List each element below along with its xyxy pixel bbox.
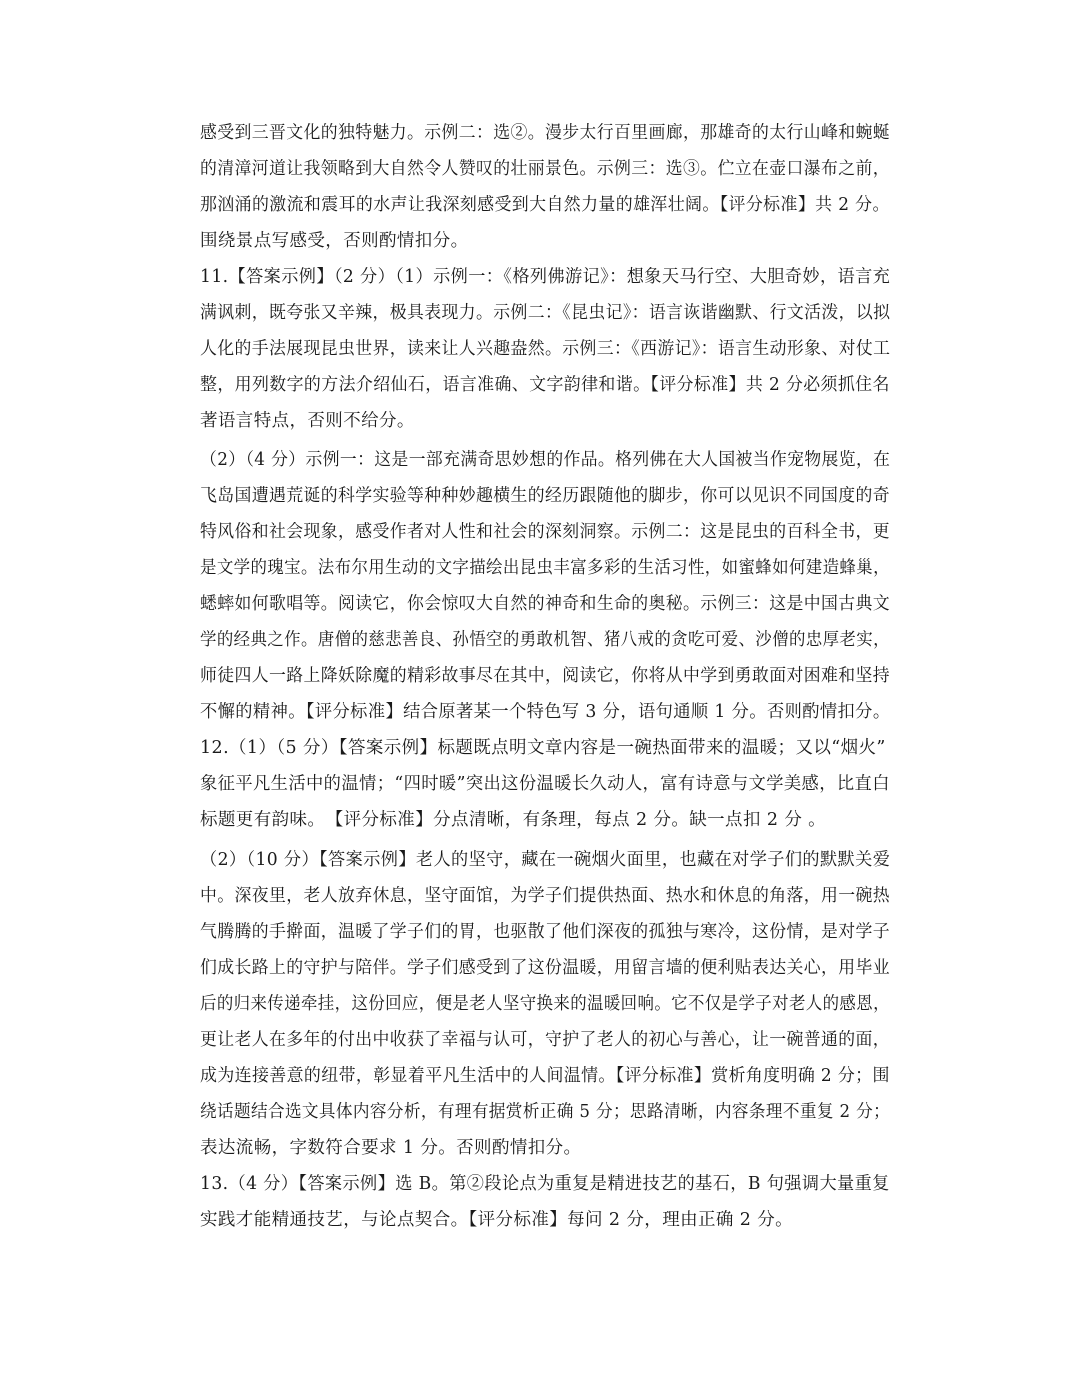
- text-line: 后的归来传递牵挂，这份回应，便是老人坚守换来的温暖回响。它不仅是学子对老人的感恩，: [200, 994, 890, 1014]
- text-line: 中。深夜里，老人放弃休息，坚守面馆，为学子们提供热面、热水和休息的角落，用一碗热: [200, 886, 890, 906]
- text-line: 满讽刺，既夸张又辛辣，极具表现力。示例二：《昆虫记》：语言诙谐幽默、行文活泼，以拟: [200, 303, 891, 323]
- text-line: 那汹涌的激流和震耳的水声让我深刻感受到大自然力量的雄浑壮阔。【评分标准】共 2 分。: [200, 195, 890, 215]
- text-line: 学的经典之作。唐僧的慈悲善良、孙悟空的勇敢机智、猪八戒的贪吃可爱、沙僧的忠厚老实，: [200, 630, 890, 650]
- text-line: 表达流畅，字数符合要求 1 分。否则酌情扣分。: [200, 1138, 582, 1158]
- text-line: 成为连接善意的纽带，彰显着平凡生活中的人间温情。【评分标准】赏析角度明确 2 分；围: [200, 1066, 890, 1086]
- text-line: 著语言特点，否则不给分。: [200, 411, 415, 431]
- text-line: （2）（10 分）【答案示例】老人的坚守，藏在一碗烟火面里，也藏在对学子们的默默关爱: [200, 850, 891, 870]
- text-line: 整，用列数字的方法介绍仙石，语言准确、文字韵律和谐。【评分标准】共 2 分必须抓住名: [200, 375, 890, 395]
- text-line: 不懈的精神。【评分标准】结合原著某一个特色写 3 分，语句通顺 1 分。否则酌情扣分。: [200, 702, 891, 722]
- text-line: 蟋蟀如何歌唱等。阅读它，你会惊叹大自然的神奇和生命的奥秘。示例三：这是中国古典文: [200, 594, 890, 614]
- text-line: 更让老人在多年的付出中收获了幸福与认可，守护了老人的初心与善心，让一碗普通的面，: [200, 1030, 890, 1050]
- text-line: 们成长路上的守护与陪伴。学子们感受到了这份温暖，用留言墙的便利贴表达关心，用毕业: [200, 958, 890, 978]
- text-line: 飞岛国遭遇荒诞的科学实验等种种妙趣横生的经历跟随他的脚步，你可以见识不同国度的奇: [200, 486, 890, 506]
- text-line: （2）（4 分）示例一：这是一部充满奇思妙想的作品。格列佛在大人国被当作宠物展览，在: [200, 450, 891, 470]
- text-line: 感受到三晋文化的独特魅力。示例二：选②。漫步太行百里画廊，那雄奇的太行山峰和蜿蜒: [200, 123, 890, 143]
- text-line: 11.【答案示例】（2 分）（1）示例一：《格列佛游记》：想象天马行空、大胆奇妙，语言充: [200, 267, 891, 287]
- text-line: 人化的手法展现昆虫世界，读来让人兴趣盎然。示例三：《西游记》：语言生动形象、对仗工: [200, 339, 891, 359]
- text-line: 实践才能精通技艺，与论点契合。【评分标准】每问 2 分，理由正确 2 分。: [200, 1210, 794, 1230]
- text-line: 13.（4 分）【答案示例】选 B。第②段论点为重复是精进技艺的基石，B 句强调大量重复: [200, 1174, 890, 1194]
- text-line: 围绕景点写感受，否则酌情扣分。: [200, 231, 469, 251]
- text-line: 标题更有韵味。 【评分标准】分点清晰，有条理，每点 2 分。缺一点扣 2 分 。: [200, 810, 827, 830]
- text-line: 气腾腾的手擀面，温暖了学子们的胃，也驱散了他们深夜的孤独与寒冷，这份情，是对学子: [200, 922, 890, 942]
- text-line: 绕话题结合选文具体内容分析，有理有据赏析正确 5 分；思路清晰，内容条理不重复 2 分；: [200, 1102, 891, 1122]
- text-line: 的清漳河道让我领略到大自然令人赞叹的壮丽景色。示例三：选③。伫立在壶口瀑布之前，: [200, 159, 890, 179]
- text-line: 是文学的瑰宝。法布尔用生动的文字描绘出昆虫丰富多彩的生活习性，如蜜蜂如何建造蜂巢，: [200, 558, 890, 578]
- text-line: 师徒四人一路上降妖除魔的精彩故事尽在其中，阅读它，你将从中学到勇敢面对困难和坚持: [200, 666, 890, 686]
- text-line: 特风俗和社会现象，感受作者对人性和社会的深刻洞察。示例二：这是昆虫的百科全书，更: [200, 522, 890, 542]
- text-line: 12.（1）（5 分）【答案示例】标题既点明文章内容是一碗热面带来的温暖；又以“烟火”: [200, 738, 886, 758]
- text-line: 象征平凡生活中的温情；“四时暖”突出这份温暖长久动人，富有诗意与文学美感，比直白: [200, 774, 890, 794]
